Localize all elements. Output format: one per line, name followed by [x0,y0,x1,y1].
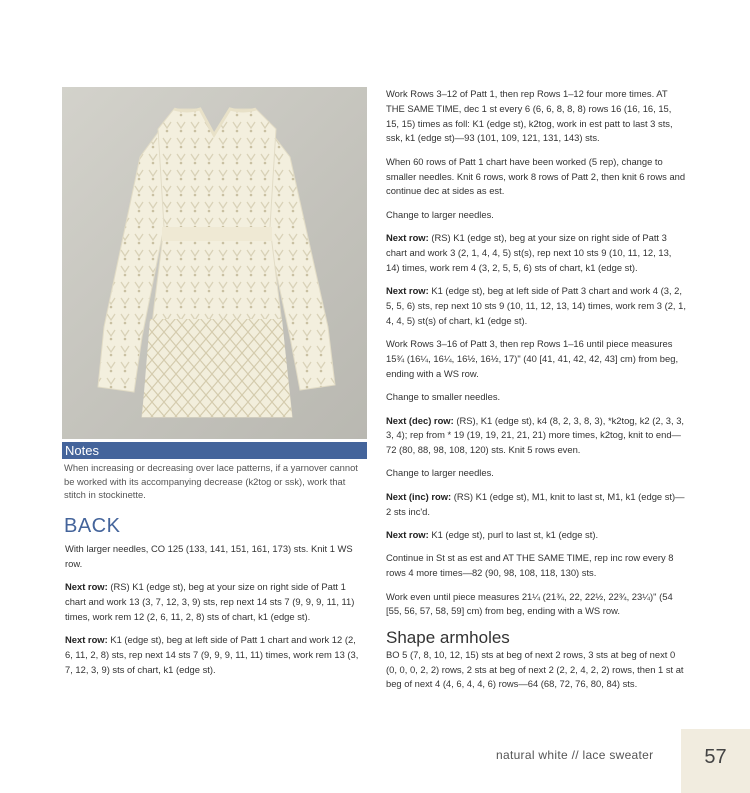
instruction-para [386,414,686,458]
running-footer: natural white // lace sweater [496,748,654,762]
row-text: K1 (edge st), beg at left side of Patt 1 chart and work 12 (2, 6, 11, 2, 8) sts, rep next 14 sts 7 (9, 9, 9, 11, 11) times, work rem 13 (3, 7, 12, 3, 9) sts of chart, k1 (edge st). [65,634,359,675]
instruction-para [386,528,686,543]
row-label: Next row: [386,285,429,297]
instruction-para: Continue in St st as est and AT THE SAME TIME, rep inc row every 8 rows 4 more times—82 (90, 98, 108, 118, 130) sts. [386,552,674,579]
row-text: (RS) K1 (edge st), beg at your size on right side of Patt 1 chart and work 13 (3, 7, 12, 3, 9) sts, rep next 14 sts 7 (9, 9, 9, 11, 11) times, work rem 12 (2, 6, 11, 2, 8) sts of chart, k1 (edge st). [65,581,355,622]
back-cast-on: With larger needles, CO 125 (133, 141, 151, 161, 173) sts. Knit 1 WS row. [65,543,353,569]
row-label: Next row: [65,634,108,646]
continued-instructions [386,87,686,701]
back-heading: BACK [64,515,121,537]
row-label: Next (dec) row: [386,414,454,426]
instruction-para: Work Rows 3–16 of Patt 3, then rep Rows 1–16 until piece measures 15¾ (16¼, 16¼, 16½, 16½, 17)" (40 [41, 41, 42, 42, 43] cm) from beg, ending with a WS row. [386,338,679,379]
page-number-box [681,729,750,793]
row-text: (RS) K1 (edge st), M1, knit to last st, M1, k1 (edge st)—2 sts inc'd. [386,490,685,517]
row-text: (RS) K1 (edge st), beg at your size on right side of Patt 3 chart and work 3 (2, 1, 4, 4, 5) st(s), rep next 10 sts 9 (10, 11, 12, 13, 14) times, work rem 4 (3, 2, 5, 5, 6) sts of chart, k1 (edge st). [386,232,672,273]
back-instructions [65,542,363,686]
instruction-para: Work even until piece measures 21¼ (21¾, 22, 22½, 22¾, 23¼)" (54 [55, 56, 57, 58, 59] cm) from beg, ending with a WS row. [386,590,673,617]
row-label: Next (inc) row: [386,490,452,502]
instruction-para: When 60 rows of Patt 1 chart have been worked (5 rep), change to smaller needles. Knit 6 rows, work 8 rows of Patt 2, then knit 6 rows and continue dec at sides as est. [386,155,686,197]
instruction-para: BO 5 (7, 8, 10, 12, 15) sts at beg of next 2 rows, 3 sts at beg of next 0 (0, 0, 0, 2, 2) rows, 2 sts at beg of next 2 (2, 2, 4, 2, 2) rows, then 1 st at beg of next 4 (4, 6, 4, 4, 6) rows—64 (68, 72, 76, 80, 84) sts. [386,648,684,690]
back-row-1 [65,580,363,624]
row-text: K1 (edge st), beg at left side of Patt 3 chart and work 4 (3, 2, 5, 5, 6) sts, rep next 10 sts 9 (10, 11, 12, 13, 14) times, work rem 3 (2, 1, 4, 4, 5) st(s) of chart, k1 (edge st). [386,285,686,326]
lace-sweater-illustration [62,87,367,439]
shape-armholes-heading: Shape armholes [386,627,510,647]
page-number: 57 [704,746,727,768]
instruction-para: Work Rows 3–12 of Patt 1, then rep Rows 1–12 four more times. AT THE SAME TIME, dec 1 st every 6 (6, 6, 8, 8, 8) rows 16 (16, 16, 15, 15, 15) times as foll: K1 (edge st), k2tog, work in est patt to last 3 sts, ssk, k1 (edge st)—93 (101, 109, 121, 131, 143) sts. [386,88,673,144]
instruction-para: Change to smaller needles. [386,391,501,403]
sweater-photo [62,87,367,439]
notes-heading: Notes [62,442,367,459]
row-text: K1 (edge st), purl to last st, k1 (edge st). [428,529,599,541]
notes-text: When increasing or decreasing over lace patterns, if a yarnover cannot be worked with its accompanying decrease (k2tog or ssk), work that stitch in stockinette. [64,462,358,500]
instruction-para: Change to larger needles. [386,208,494,220]
row-label: Next row: [386,529,429,541]
instruction-para [386,231,686,275]
instruction-para [386,284,686,328]
row-label: Next row: [65,581,108,593]
instruction-para: Change to larger needles. [386,467,494,479]
instruction-para [386,490,686,520]
back-row-2 [65,633,363,677]
row-text: (RS), K1 (edge st), k4 (8, 2, 3, 8, 3), *k2tog, k2 (2, 3, 3, 3, 4); rep from * 19 (19, 19, 21, 21, 21) more times, k2tog, knit to end—72 (80, 88, 98, 108, 120) sts. Knit 5 rows even. [386,414,685,456]
row-label: Next row: [386,232,429,244]
